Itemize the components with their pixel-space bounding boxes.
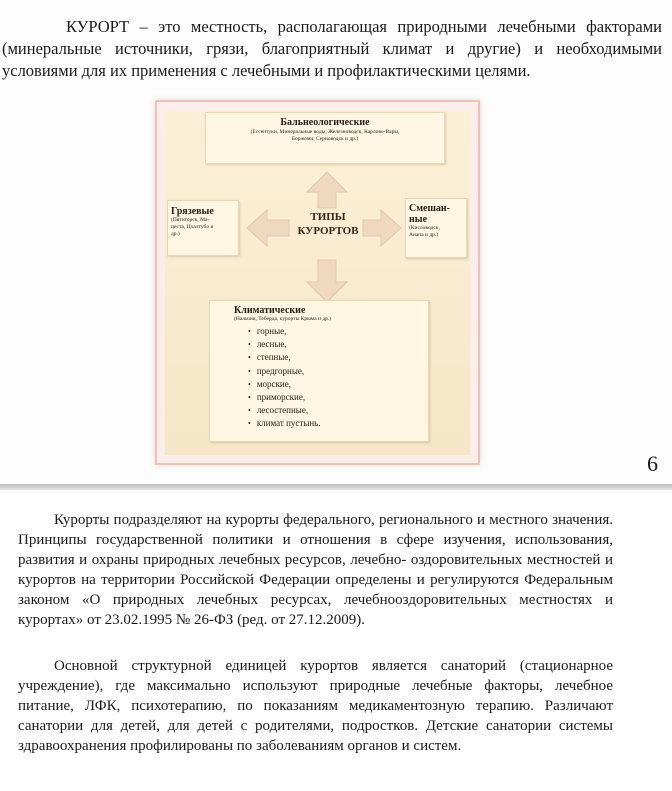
box-subtitle: цеста, Цхалтубо и bbox=[171, 224, 214, 230]
arrow-up bbox=[307, 172, 347, 208]
mixed-box bbox=[405, 198, 467, 258]
list-item: • климат пустынь. bbox=[248, 417, 428, 430]
box-title: Грязевые bbox=[171, 206, 214, 217]
text-line: факторами (минеральные источники, грязи, благоприятный климат и другие) и bbox=[2, 17, 662, 58]
box-subtitle: (Кисловодск, bbox=[409, 225, 440, 231]
text-line: учреждение), где максимально используют природные лечебные факторы, лечебное bbox=[18, 678, 613, 694]
mud-box bbox=[167, 200, 239, 256]
resort-definition-paragraph bbox=[2, 16, 662, 82]
list-item: • приморские, bbox=[248, 391, 428, 404]
list-item: • лесные, bbox=[248, 338, 428, 351]
box-subtitle: Анапа и др.) bbox=[409, 232, 439, 238]
balneological-box bbox=[205, 112, 445, 164]
box-subtitle: др.) bbox=[171, 231, 180, 237]
box-title: ные bbox=[409, 214, 428, 225]
text-line: Основной структурной единицей курортов является санаторий (стационарное bbox=[54, 658, 613, 674]
diagram-inner-panel bbox=[165, 110, 470, 455]
text-line: систем. bbox=[413, 738, 462, 754]
text-line: КУРОРТ – это местность, располагающая природными лечебными bbox=[66, 17, 587, 36]
list-item: • морские, bbox=[248, 378, 428, 391]
list-item: • горные, bbox=[248, 325, 428, 338]
text-line: необходимыми условиями для их применения с лечебными и профилактическими bbox=[2, 39, 662, 80]
list-item: • лесостепные, bbox=[248, 404, 428, 417]
list-item: • предгорные, bbox=[248, 365, 428, 378]
box-title: Смешан- bbox=[409, 203, 451, 214]
list-item: • степные, bbox=[248, 351, 428, 364]
resort-classification-paragraph bbox=[18, 510, 613, 630]
text-line: (ред. от 27.12.2009). bbox=[237, 612, 366, 628]
arrow-down bbox=[307, 260, 347, 302]
resort-types-diagram bbox=[155, 100, 480, 465]
center-label bbox=[293, 210, 363, 246]
text-line: значения. Принципы государственной политики и отношения в сфере изучения, bbox=[18, 512, 613, 548]
text-line: использования, развития и охраны природных лечебных ресурсов, лечебно- bbox=[18, 532, 613, 568]
box-subtitle: (Ессентуки, Минеральные воды, Железноводск, Карлово-Вары, bbox=[250, 129, 400, 135]
text-line: Различают санатории для детей, для детей с родителями, подростков. Детские bbox=[18, 698, 613, 734]
climate-list bbox=[234, 325, 428, 431]
climatic-box bbox=[209, 300, 429, 442]
box-title: Климатические bbox=[234, 305, 306, 316]
center-line: ТИПЫ bbox=[310, 211, 346, 223]
sanatorium-paragraph bbox=[18, 656, 613, 756]
box-subtitle: (Пятигорск, Ма- bbox=[171, 217, 210, 223]
text-line: оздоровительных местностей и курортов на территории Российской Федерации bbox=[18, 552, 613, 588]
page-number: 6 bbox=[647, 451, 658, 476]
box-title: Бальнеологические bbox=[280, 117, 370, 128]
arrow-right bbox=[363, 210, 401, 246]
text-line: санатории системы здравоохранения профилированы по заболеваниям органов и bbox=[18, 718, 613, 754]
box-subtitle: Боржоми, Серноводск и др.) bbox=[291, 136, 359, 142]
center-line: КУРОРТОВ bbox=[297, 225, 359, 237]
page-2 bbox=[0, 490, 672, 791]
text-line: определены и регулируются Федеральным законом «О природных лечебных bbox=[18, 572, 614, 608]
text-line: целями. bbox=[475, 61, 531, 80]
box-subtitle: (Нальчик, Теберда, курорты Крыма и др.) bbox=[234, 316, 332, 322]
text-line: Курорты подразделяют на курорты федерального, регионального и местного bbox=[54, 512, 553, 528]
text-line: питание, ЛФК, психотерапию, по показаниям медикаментозную терапию. bbox=[18, 698, 545, 714]
text-line: ресурсах, лечебнооздоровительных местностях и курортах» от 23.02.1995 № 26-ФЗ bbox=[18, 592, 613, 628]
arrow-left bbox=[247, 210, 289, 246]
